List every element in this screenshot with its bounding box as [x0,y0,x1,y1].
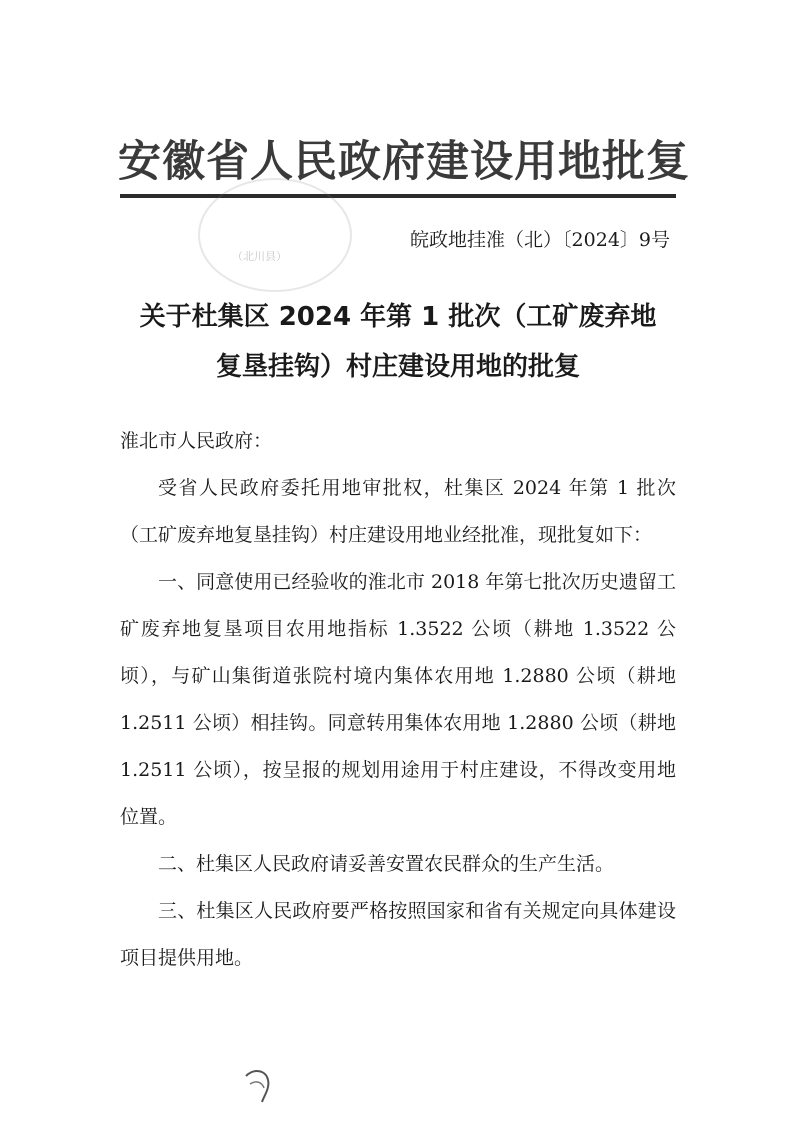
approval-item-1: 一、同意使用已经验收的淮北市 2018 年第七批次历史遗留工矿废弃地复垦项目农用地指标 1.3522 公顷（耕地 1.3522 公顷），与矿山集街道张院村境内集体农用地 1.2880 公顷（耕地 1.2511 公顷）相挂钩。同意转用集体农用地 1.2880 公顷（耕地 1.2511 公顷），按呈报的规划用途用于村庄建设，不得改变用地位置。 [120,571,676,828]
official-seal-stamp [198,178,352,292]
salutation: 淮北市人民政府： [120,430,273,452]
document-header-title: 安徽省人民政府建设用地批复 [118,137,690,187]
document-body [120,418,676,982]
document-title-line-1: 关于杜集区 2024 年第 1 批次（工矿废弃地 [139,302,657,332]
document-number: 皖政地挂准（北）〔2024〕9号 [410,229,670,251]
approval-item-2: 二、杜集区人民政府请妥善安置农民群众的生产生活。 [158,853,615,875]
seal-text: （北川县） [232,250,287,263]
document-title [116,292,680,392]
header-divider [120,194,676,198]
intro-paragraph: 受省人民政府委托用地审批权，杜集区 2024 年第 1 批次（工矿废弃地复垦挂钩）村庄建设用地业经批准，现批复如下： [120,477,676,546]
document-title-line-2: 复垦挂钩）村庄建设用地的批复 [215,352,580,382]
approval-item-3: 三、杜集区人民政府要严格按照国家和省有关规定向具体建设项目提供用地。 [120,900,676,969]
handwritten-mark-icon [240,1062,280,1106]
